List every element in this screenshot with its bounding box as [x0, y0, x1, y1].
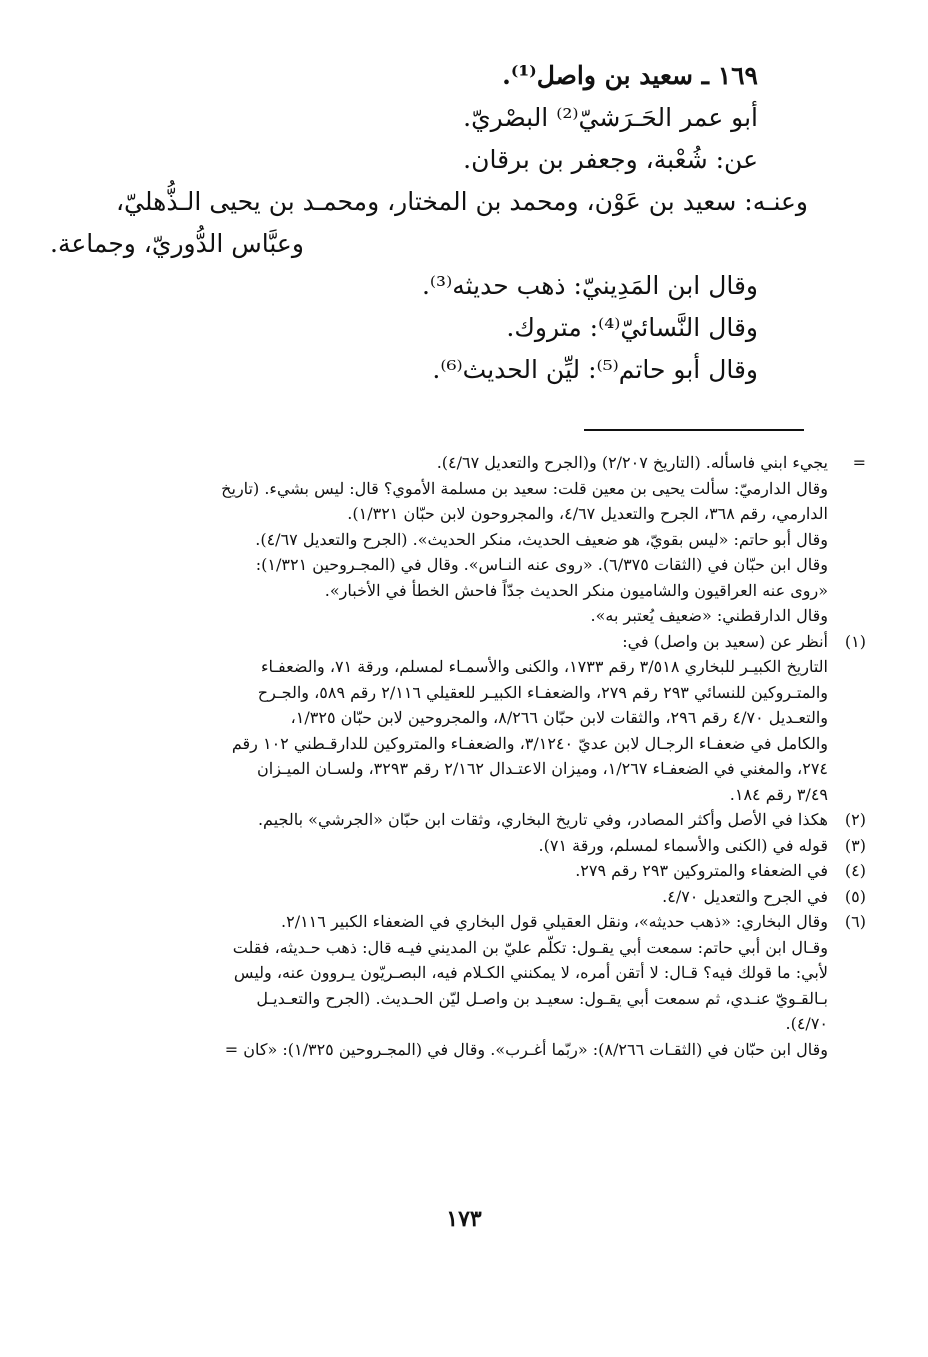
footnotes	[72, 450, 866, 1062]
footnote-text: لأبي: ما قولك فيه؟ قـال: لا أتقن أمره، لا يمكنني الكـلام فيه، البصـريّون يـروون عنه، وليس	[233, 963, 828, 982]
footnote-line	[72, 527, 828, 553]
footnote-line	[72, 552, 828, 578]
footnote-line	[72, 935, 828, 961]
footnote-line	[72, 705, 828, 731]
footnote-text: أنظر عن (سعيد بن واصل) في:	[622, 631, 828, 651]
footnote-number: =	[852, 453, 866, 472]
main-line: وقال أبو حاتم⁽⁵⁾: ليِّن الحديث⁽⁶⁾.	[432, 355, 758, 384]
footnote-text: «روى عنه العراقيون والشاميون منكر الحديث جدّاً فاحش الخطأ في الأخبار».	[324, 580, 828, 600]
footnote-number: (٤)	[844, 861, 866, 880]
footnote-text: يجيء ابني فاسأله. (التاريخ ٢/٢٠٧) و(الجرح والتعديل ٤/٦٧).	[436, 453, 828, 472]
main-line: وقال ابن المَدِينيّ: ذهب حديثه⁽³⁾.	[421, 271, 758, 300]
footnote-line	[72, 450, 866, 476]
footnote-line	[72, 756, 828, 782]
footnote-line	[72, 1011, 828, 1037]
footnote-number: (٥)	[844, 886, 866, 906]
main-text	[50, 55, 808, 391]
footnote-line	[72, 909, 866, 935]
footnote-line	[72, 680, 828, 706]
footnote-number: (٣)	[844, 835, 866, 855]
footnote-text: التاريخ الكبيـر للبخاري ٣/٥١٨ رقم ١٧٣٣، والكنى والأسمـاء لمسلم، ورقة ٧١، والضعفـاء	[260, 657, 828, 676]
footnote-line	[72, 603, 828, 629]
footnote-line	[72, 833, 866, 859]
footnote-number: (١)	[844, 631, 866, 651]
footnote-separator	[584, 429, 804, 431]
footnote-text: والتعـديل ٤/٧٠ رقم ٢٩٦، والثقات لابن حبّان ٨/٢٦٦، والمجروحين لابن حبّان ١/٣٢٥،	[290, 708, 828, 727]
footnote-line	[72, 782, 828, 808]
footnote-text: ٣/٤٩ رقم ١٨٤.	[729, 784, 828, 804]
page-number: ١٧٣	[446, 1206, 482, 1232]
main-line: وقال النَّسائيّ⁽⁴⁾: متروك.	[506, 313, 758, 342]
footnote-line	[72, 1037, 828, 1063]
footnote-number: (٢)	[844, 810, 866, 829]
footnote-text: ٢٧٤، والمغني في الضعفـاء ١/٢٦٧، وميزان الاعتـدال ٢/١٦٢ رقم ٣٢٩٣، ولسـان الميـزان	[257, 759, 828, 778]
footnote-text: وقال أبو حاتم: «ليس بقويّ، هو ضعيف الحديث، منكر الحديث». (الجرح والتعديل ٤/٦٧).	[255, 529, 828, 549]
main-line: وعبَّاس الدُّوريّ، وجماعة.	[50, 229, 304, 258]
footnote-text: وقـال ابن أبي حاتم: سمعت أبي يقـول: تكلّم عليّ بن المديني فيـه قال: ذهب حـديثه، فقلت	[232, 937, 828, 957]
footnote-text: في الضعفاء والمتروكين ٢٩٣ رقم ٢٧٩.	[575, 861, 828, 880]
footnote-line	[72, 629, 866, 655]
footnote-text: الدارمي، رقم ٣٦٨، الجرح والتعديل ٤/٦٧، والمجروحون لابن حبّان ١/٣٢١).	[347, 504, 828, 523]
footnote-line	[72, 476, 828, 502]
footnote-text: وقال ابن حبّان في (الثقـات ٨/٢٦٦): «ربّما أغـرب». وقال في (المجـروحين ١/٣٢٥): «كان =	[224, 1039, 828, 1059]
footnote-line	[72, 858, 866, 884]
footnote-text: والمتـروكين للنسائي ٢٩٣ رقم ٢٧٩، والضعفـاء الكبيـر للعقيلي ٢/١١٦ رقم ٥٨٩، والجـرح	[257, 682, 828, 702]
footnote-line	[72, 884, 866, 910]
footnote-text: والكامل في ضعفـاء الرجـال لابن عديّ ٣/١٢٤٠، والضعفـاء والمتروكين للدارقـطني ١٠٢ رقم	[231, 733, 828, 753]
footnote-text: وقال الدارميّ: سألت يحيى بن معين قلت: سعيد بن مسلمة الأموي؟ قال: ليس بشيء. (تاريخ	[221, 478, 828, 498]
footnote-text: في الجرح والتعديل ٤/٧٠.	[662, 886, 828, 906]
footnote-text: وقال الدارقطني: «ضعيف يُعتبر به».	[590, 606, 828, 625]
footnote-line	[72, 501, 828, 527]
footnote-line	[72, 960, 828, 986]
main-line: عن: شُعْبة، وجعفر بن برقان.	[463, 145, 758, 174]
footnote-line	[72, 986, 828, 1012]
footnote-text: وقال ابن حبّان في (الثقات ٦/٣٧٥). «روى عنه النـاس». وقال في (المجـروحين ١/٣٢١):	[255, 555, 828, 574]
main-line: وعنـه: سعيد بن عَوْن، ومحمد بن المختار، ومحمـد بن يحيى الـذُّهليّ،	[115, 187, 808, 216]
footnote-line	[72, 654, 828, 680]
footnote-number: (٦)	[844, 912, 866, 931]
footnote-line	[72, 731, 828, 757]
entry-title: ١٦٩ ـ سعيد بن واصل⁽¹⁾.	[502, 61, 758, 90]
footnote-text: وقال البخاري: «ذهب حديثه»، ونقل العقيلي قول البخاري في الضعفاء الكبير ٢/١١٦.	[281, 912, 828, 931]
footnote-text: هكذا في الأصل وأكثر المصادر، وفي تاريخ البخاري، وثقات ابن حبّان «الجرشي» بالجيم.	[257, 810, 828, 829]
footnote-text: قوله في (الكنى والأسماء لمسلم، ورقة ٧١).	[538, 835, 828, 855]
footnote-text: ٤/٧٠).	[785, 1014, 828, 1033]
footnote-line	[72, 807, 866, 833]
footnote-line	[72, 578, 828, 604]
main-line: أبو عمر الحَـرَشيّ⁽²⁾ البصْريّ.	[463, 103, 758, 132]
footnote-text: بـالقـويّ عنـدي، ثم سمعت أبي يقـول: سعيـد بن واصـل ليّن الحـديث. (الجرح والتعـديـل	[256, 988, 828, 1008]
